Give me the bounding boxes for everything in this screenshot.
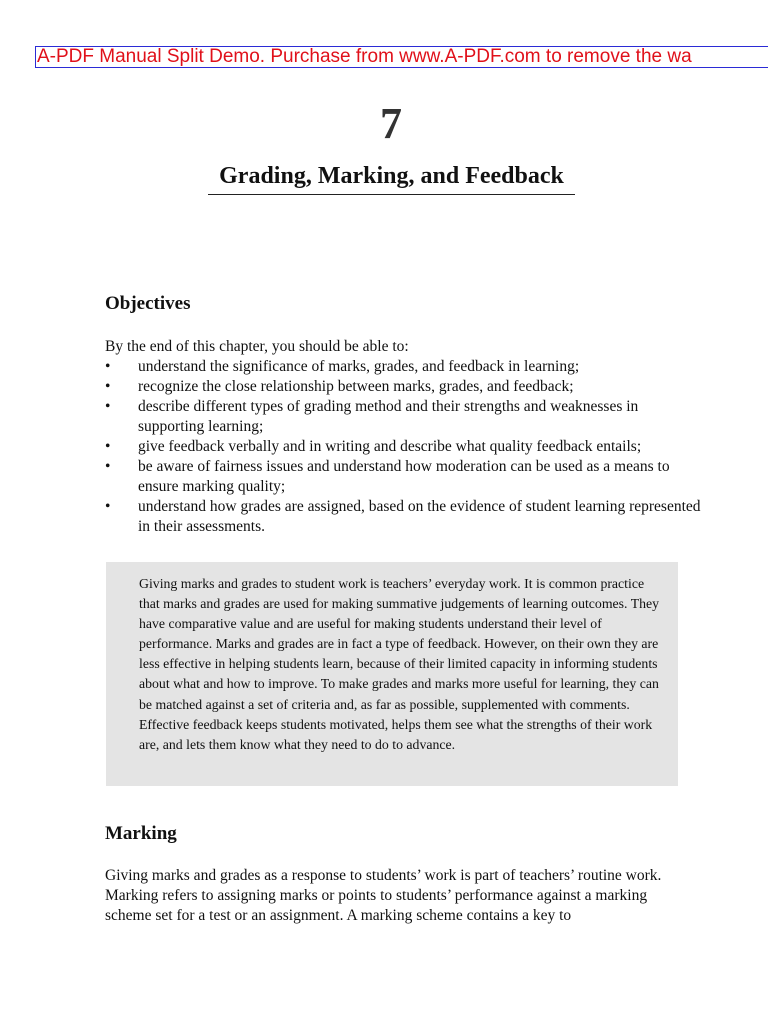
objective-text: be aware of fairness issues and understand how moderation can be used as a means to ensure marking quality;	[138, 458, 670, 495]
objective-item	[105, 357, 705, 377]
objective-item	[105, 397, 705, 437]
objective-text: understand how grades are assigned, based on the evidence of student learning represented in their assessments.	[138, 498, 701, 535]
chapter-title: Grading, Marking, and Feedback	[208, 160, 575, 195]
objectives-heading: Objectives	[105, 293, 191, 314]
bullet-icon: •	[105, 498, 111, 515]
objectives-intro: By the end of this chapter, you should be able to:	[105, 338, 409, 355]
marking-heading: Marking	[105, 823, 177, 844]
demo-watermark-banner: A-PDF Manual Split Demo. Purchase from www.A-PDF.com to remove the wa	[35, 46, 768, 68]
bullet-icon: •	[105, 398, 111, 415]
chapter-summary-box	[106, 562, 678, 786]
objective-text: understand the significance of marks, grades, and feedback in learning;	[138, 358, 580, 375]
marking-paragraph: Giving marks and grades as a response to students’ work is part of teachers’ routine work. Marking refers to assigning marks or points to students’ performance against a marking scheme set for a test or an assignment. A marking scheme contains a key to	[105, 867, 662, 924]
objective-text: recognize the close relationship between marks, grades, and feedback;	[138, 378, 574, 395]
objective-item	[105, 377, 705, 397]
objective-item	[105, 497, 705, 537]
objectives-list	[105, 357, 705, 537]
chapter-summary-text: Giving marks and grades to student work is teachers’ everyday work. It is common practice that marks and grades are used for making summative judgements of learning outcomes. They have comparative value and are useful for making students understand their level of performance. Marks and grades are in fact a type of feedback. However, on their own they are less effective in helping students learn, because of their limited capacity in informing students about what and how to improve. To make grades and marks more useful for learning, they can be matched against a set of criteria and, as far as possible, supplemented with comments. Effective feedback keeps students motivated, helps them see what the strengths of their work are, and lets them know what they need to do to advance.	[139, 576, 660, 752]
bullet-icon: •	[105, 458, 111, 475]
bullet-icon: •	[105, 378, 111, 395]
bullet-icon: •	[105, 438, 111, 455]
objective-text: describe different types of grading method and their strengths and weaknesses in supporting learning;	[138, 398, 639, 435]
bullet-icon: •	[105, 358, 111, 375]
chapter-number: 7	[380, 99, 402, 148]
objective-item	[105, 437, 705, 457]
objective-text: give feedback verbally and in writing and describe what quality feedback entails;	[138, 438, 642, 455]
objective-item	[105, 457, 705, 497]
